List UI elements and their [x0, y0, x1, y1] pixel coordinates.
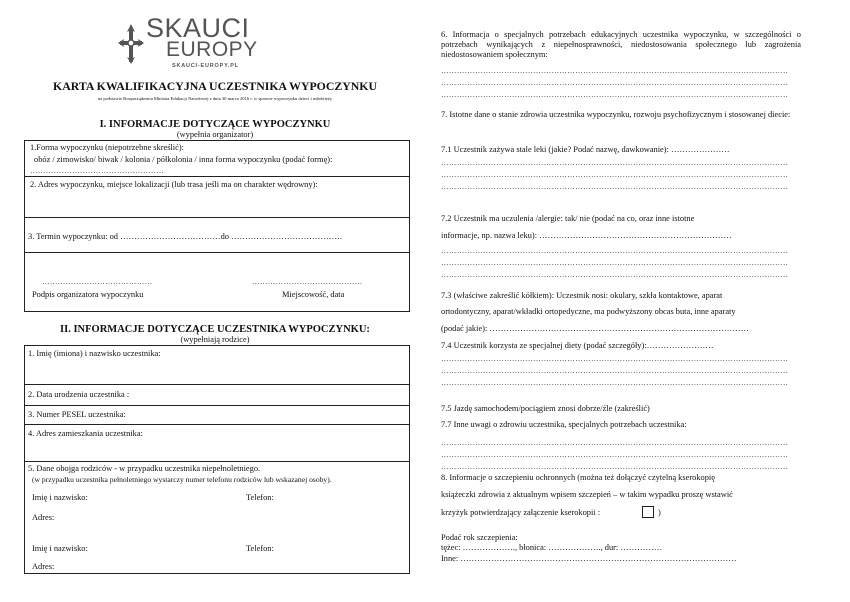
logo-europy: EUROPY	[166, 38, 258, 61]
divider	[24, 405, 410, 406]
divider	[24, 424, 410, 425]
section1-subheading: (wypełnia organizator)	[176, 130, 254, 139]
s2-f1-label: 1. Imię (imiona) i nazwisko uczestnika:	[28, 349, 161, 358]
parent1-name-label[interactable]: Imię i nazwisko:	[32, 493, 88, 502]
s73-text-a: 7.3 (właściwe zakreślić kółkiem): Uczestnik nosi: okulary, szkła kontaktowe, aparat	[441, 291, 723, 300]
s1-sig-dots-right[interactable]: ……………………………………	[252, 277, 363, 286]
section2-heading: II. INFORMACJE DOTYCZĄCE UCZESTNIKA WYPOCZYNKU:	[60, 324, 370, 335]
section2-subheading: (wypełniają rodzice)	[180, 335, 250, 344]
parent2-address-label[interactable]: Adres:	[32, 562, 55, 571]
s73-text-b: ortodontyczny, aparat/wkładki ortopedyczne, ma podwyższony obcas buta, inne aparaty	[441, 307, 736, 316]
s6-dots-1[interactable]: ……………………………………………………………………………………………………………………	[441, 66, 789, 75]
s8-text-c-end: )	[658, 508, 661, 517]
vacc-other-line[interactable]: Inne: ………………………………………………………………………………………	[441, 554, 737, 563]
s1-sig-dots-left[interactable]: ……………………………………	[42, 277, 153, 286]
s74-dots-3[interactable]: ……………………………………………………………………………………………………………………	[441, 378, 789, 387]
s71-dots-1[interactable]: ……………………………………………………………………………………………………………………	[441, 158, 789, 167]
parent1-phone-label[interactable]: Telefon:	[246, 493, 274, 502]
s71-dots-2[interactable]: ……………………………………………………………………………………………………………………	[441, 170, 789, 179]
s2-f5-note: (w przypadku uczestnika pełnoletniego wystarczy numer telefonu rodziców lub wskazanej osoby).	[32, 475, 332, 484]
s77-text: 7.7 Inne uwagi o zdrowiu uczestnika, specjalnych potrzebach uczestnika:	[441, 420, 687, 429]
s77-dots-3[interactable]: ……………………………………………………………………………………………………………………	[441, 462, 789, 471]
section2-box	[24, 345, 410, 574]
logo	[118, 14, 258, 70]
s1-f3-label[interactable]: 3. Termin wypoczynku: od ………………………………do ………………………………….	[28, 232, 343, 241]
s2-f4-label: 4. Adres zamieszkania uczestnika:	[28, 429, 143, 438]
s72-dots-1[interactable]: ……………………………………………………………………………………………………………………	[441, 246, 789, 255]
s8-text-c: krzyżyk potwierdzający załączenie kserokopii :	[441, 508, 601, 517]
divider	[24, 384, 410, 385]
fleur-de-lis-cross-icon	[118, 24, 144, 64]
s7-text: 7. Istotne dane o stanie zdrowia uczestnika wypoczynku, rozwoju psychofizycznym i stosowanej diecie:	[441, 110, 791, 119]
s1-sig-right-label: Miejscowość, data	[282, 290, 345, 299]
s72-text-a: 7.2 Uczestnik ma uczulenia /alergie: tak/ nie (podać na co, oraz inne istotne	[441, 214, 695, 223]
form-title: KARTA KWALIFIKACYJNA UCZESTNIKA WYPOCZYNKU	[53, 79, 377, 93]
s75-text[interactable]: 7.5 Jazdę samochodem/pociągiem znosi dobrze/źle (zakreślić)	[441, 404, 650, 413]
s2-f3-label: 3. Numer PESEL uczestnika:	[28, 410, 126, 419]
divider	[24, 461, 410, 462]
s1-f1-options[interactable]: obóz / zimowisko/ biwak / kolonia / półkolonia / inna forma wypoczynku (podać formę):	[34, 155, 333, 164]
vacc-line[interactable]: tężec: ………………., błonica: ………………., dur: ……………	[441, 543, 663, 552]
s1-f1-dots[interactable]: ……………………………………………	[30, 166, 165, 175]
s1-f2-label: 2. Adres wypoczynku, miejsce lokalizacji (lub trasa jeśli ma on charakter wędrowny):	[30, 180, 318, 189]
s6-dots-2[interactable]: ……………………………………………………………………………………………………………………	[441, 78, 789, 87]
s72-text-b[interactable]: informacje, np. nazwa leku): ……………………………………………………………	[441, 231, 732, 240]
logo-url: SKAUCI-EUROPY.PL	[172, 63, 239, 69]
s74-dots-1[interactable]: ……………………………………………………………………………………………………………………	[441, 354, 789, 363]
s74-text[interactable]: 7.4 Uczestnik korzysta ze specjalnej diety (podać szczegóły):……………………	[441, 341, 714, 350]
s8-text-a: 8. Informacje o szczepieniu ochronnych (można też dołączyć czytelną kserokopię	[441, 473, 715, 482]
legal-basis: na podstawie Rozporządzenia Ministra Edukacji Narodowej z dnia 30 marca 2016 r. w sprawie wypoczynku dzieci i młodzieży	[97, 96, 333, 101]
s72-dots-2[interactable]: ……………………………………………………………………………………………………………………	[441, 258, 789, 267]
s8-text-b: książeczki zdrowia z aktualnym wpisem szczepień – w takim wypadku proszę wstawić	[441, 490, 733, 499]
s71-dots-3[interactable]: ……………………………………………………………………………………………………………………	[441, 182, 789, 191]
xerox-attached-checkbox[interactable]	[642, 506, 654, 518]
parent2-name-label[interactable]: Imię i nazwisko:	[32, 544, 88, 553]
parent2-phone-label[interactable]: Telefon:	[246, 544, 274, 553]
s72-dots-3[interactable]: ……………………………………………………………………………………………………………………	[441, 270, 789, 279]
s6-dots-3[interactable]: ……………………………………………………………………………………………………………………	[441, 90, 789, 99]
s6-text: 6. Informacja o specjalnych potrzebach edukacyjnych uczestnika wypoczynku, w szczególności o potrzebach wynikających z niepełnosprawności, niedostosowania społecznego lub zagrożenia niedostosowaniem społecznym:	[441, 30, 801, 59]
s73-text-c[interactable]: (podać jakie): …………………………………………………………………………………	[441, 324, 749, 333]
divider	[24, 252, 410, 253]
vacc-label: Podać rok szczepienia:	[441, 533, 518, 542]
s77-dots-1[interactable]: ……………………………………………………………………………………………………………………	[441, 438, 789, 447]
logo-skauci: SKAUCI	[146, 13, 250, 43]
divider	[24, 176, 410, 177]
divider	[24, 217, 410, 218]
s77-dots-2[interactable]: ……………………………………………………………………………………………………………………	[441, 450, 789, 459]
s1-sig-left-label: Podpis organizatora wypoczynku	[32, 290, 144, 299]
s71-text[interactable]: 7.1 Uczestnik zażywa stale leki (jakie? Podać nazwę, dawkowanie): …………………	[441, 145, 730, 154]
s1-f1-label: 1.Forma wypoczynku (niepotrzebne skreślić):	[30, 143, 184, 152]
parent1-address-label[interactable]: Adres:	[32, 513, 55, 522]
s2-f2-label: 2. Data urodzenia uczestnika :	[28, 390, 130, 399]
section1-heading: I. INFORMACJE DOTYCZĄCE WYPOCZYNKU	[99, 119, 331, 130]
s2-f5-label: 5. Dane obojga rodziców - w przypadku uczestnika niepełnoletniego.	[28, 464, 261, 473]
s74-dots-2[interactable]: ……………………………………………………………………………………………………………………	[441, 366, 789, 375]
